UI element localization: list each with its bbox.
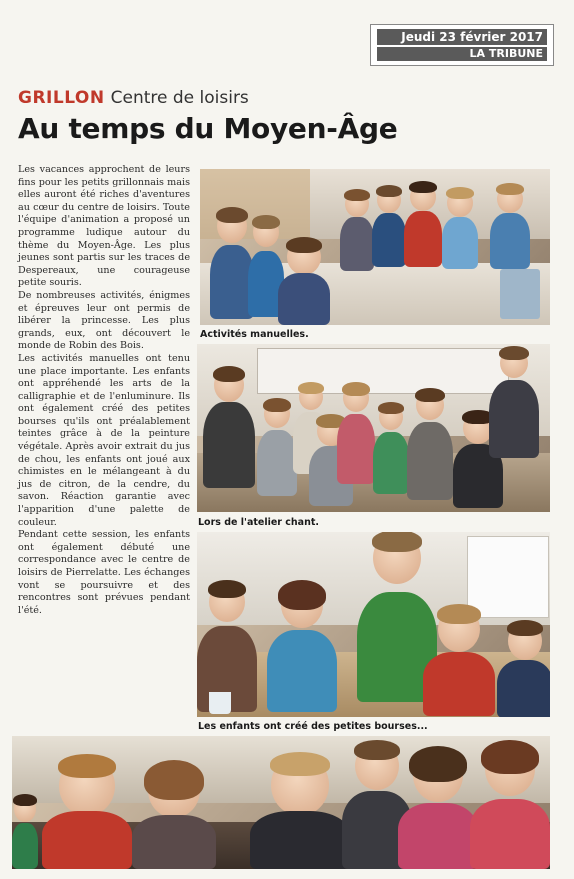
child-figure — [489, 348, 539, 458]
child-figure — [470, 742, 550, 869]
article-paragraph: Les vacances approchent de leurs fins pour les petits grillonnais mais elles auront été riches d'aventures au cœur du centre de loisirs. Toute l'équipe d'animation a proposé un programme ludique autour du thème du Moyen-Âge. Les plus jeunes sont partis sur les traces de Despereaux, une courageuse petite souris. — [18, 164, 190, 289]
child-figure — [12, 796, 38, 869]
article-paragraph: Les activités manuelles ont tenu une place importante. Les enfants ont appréhendé les arts de la calligraphie et de l'enluminure. Ils ont également créé des petites bourses qu'ils ont préalablement teintes grâce à de la peinture végétale. Après avoir extrait du jus de chou, les enfants ont joué aux chimistes en le mélangeant à du jus de citron, de la cendre, du savon. Réaction garantie avec l'apparition d'une palette de couleur. — [18, 352, 190, 528]
photo-caption: Les enfants ont créé des petites bourses... — [198, 721, 428, 732]
section-name: Centre de loisirs — [110, 88, 249, 108]
paint-pots-shape — [500, 269, 540, 319]
child-figure — [340, 191, 374, 271]
photo-caption: Activités manuelles. — [200, 329, 309, 340]
child-figure — [250, 754, 350, 869]
child-figure — [442, 189, 478, 269]
publication-date: Jeudi 23 février 2017 — [377, 29, 547, 45]
publication-name: LA TRIBUNE — [377, 47, 547, 61]
article-paragraph: Pendant cette session, les enfants ont également débuté une correspondance avec le centre de loisirs de Pierrelatte. Les échanges vont se poursuivre et des rencontres sont prévues pendant l'été. — [18, 529, 190, 616]
child-figure — [497, 622, 550, 717]
child-figure — [373, 404, 409, 494]
article-paragraph: De nombreuses activités, énigmes et épreuves leur ont permis de libérer la princesse. Les plus grands, eux, ont découvert le monde de Robin des Bois. — [18, 289, 190, 352]
adult-figure — [407, 390, 453, 500]
child-figure — [337, 384, 375, 484]
child-figure — [490, 185, 530, 269]
photo-crafts — [200, 169, 550, 325]
article-title: Au temps du Moyen-Âge — [18, 112, 398, 145]
child-figure — [404, 183, 442, 267]
child-figure — [42, 756, 132, 869]
adult-figure — [203, 368, 255, 488]
child-figure — [398, 748, 478, 869]
child-figure — [257, 400, 297, 496]
article-kicker — [18, 88, 249, 108]
dateline-badge — [370, 24, 554, 66]
child-figure — [267, 582, 337, 712]
child-figure — [132, 762, 216, 869]
child-figure — [423, 606, 495, 716]
photo-pouches — [197, 532, 550, 717]
child-figure — [278, 239, 330, 325]
town-name: GRILLON — [18, 88, 105, 108]
cup-shape — [209, 692, 231, 714]
photo-group-table — [12, 736, 550, 869]
child-figure — [372, 187, 406, 267]
article-body — [18, 164, 190, 617]
photo-caption: Lors de l'atelier chant. — [198, 517, 320, 528]
photo-singing-workshop — [197, 344, 550, 512]
